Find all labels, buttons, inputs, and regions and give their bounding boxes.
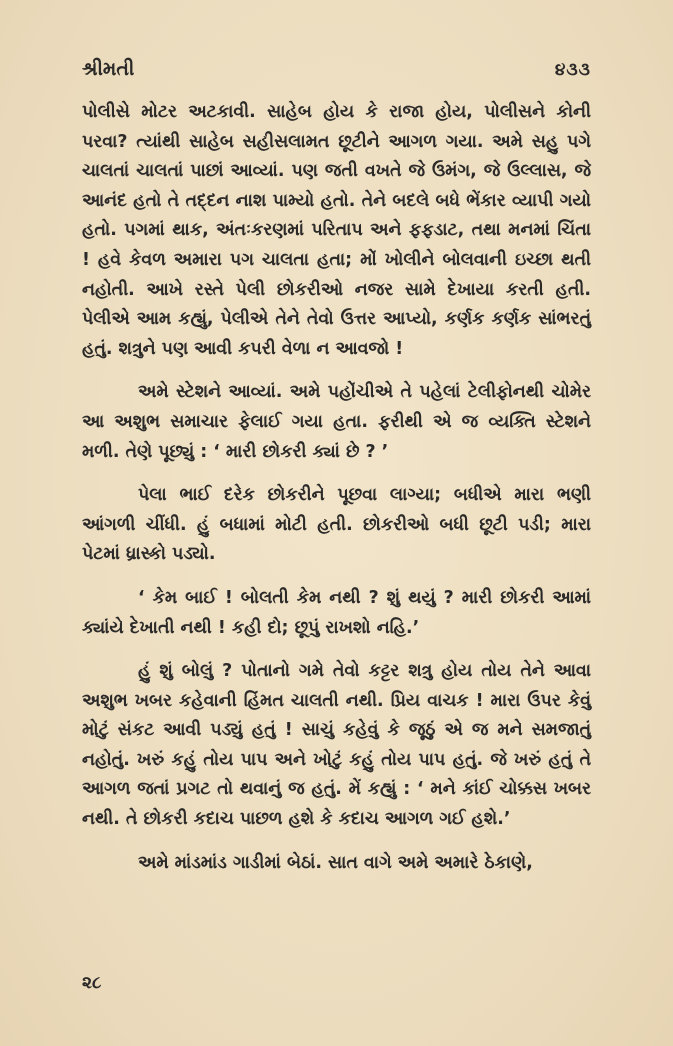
- paragraph: ‘ કેમ બાઈ ! બોલતી કેમ નથી ? શું થયું ? મારી છોકરી આમાં ક્યાંયે દેખાતી નથી ! કહી દો; છૂપું રાખશો નહિ.’: [82, 587, 591, 638]
- paragraph: અમે માંડમાંડ ગાડીમાં બેઠાં. સાત વાગે અમે અમારે ઠેકાણે,: [138, 852, 533, 873]
- signature-mark: ૨૮: [82, 973, 102, 993]
- paragraph: હું શું બોલું ? પોતાનો ગમે તેવો કટ્ટર શત્રુ હોય તોય તેને આવા અશુભ ખબર કહેવાની હિંમત ચાલતી નથી. પ્રિય વાચક ! મારા ઉપર કેવું મોટું સંકટ આવી પડ્યું હતું ! સાચું કહેવું કે જૂઠું એ જ મને સમજાતું નહોતું. ખરું કહું તોય પાપ અને ખોટું કહું તોય પાપ હતું. જે ખરું હતું તે આગળ જતાં પ્રગટ તો થવાનું જ હતું. મેં કહ્યું : ‘ મને કાંઈ ચોક્કસ ખબર નથી. તે છોકરી કદાચ પાછળ હશે કે કદાચ આગળ ગઈ હશે.’: [82, 661, 591, 830]
- running-title: શ્રીમતી: [82, 58, 135, 80]
- page-number: ૪૩૩: [554, 60, 591, 80]
- paragraph: પેલા ભાઈ દરેક છોકરીને પૂછવા લાગ્યા; બધીએ મારા ભણી આંગળી ચીંધી. હું બધામાં મોટી હતી. છોકરીઓ બધી છૂટી પડી; મારા પેટમાં ધ્રાસ્કો પડ્યો.: [82, 485, 591, 565]
- paragraph: પોલીસે મોટર અટકાવી. સાહેબ હોય કે રાજા હોય, પોલીસને કોની પરવા? ત્યાંથી સાહેબ સહીસલામત છૂટીને આગળ ગયા. અમે સહુ પગે ચાલતાં ચાલતાં પાછાં આવ્યાં. પણ જતી વખતે જે ઉમંગ, જે ઉલ્લાસ, જે આનંદ હતો તે તદ્દન નાશ પામ્યો હતો. તેને બદલે બધે ભેંકાર વ્યાપી ગયો હતો. પગમાં થાક, અંતઃકરણમાં પરિતાપ અને ફફડાટ, તથા મનમાં ચિંતા ! હવે કેવળ અમારા પગ ચાલતા હતા; મોં ખોલીને બોલવાની ઇચ્છા થતી નહોતી. આખે રસ્તે પેલી છોકરીઓ નજર સામે દેખાયા કરતી હતી. પેલીએ આમ કહ્યું, પેલીએ તેને તેવો ઉત્તર આપ્યો, કર્ણક કર્ણક સાંભરતું હતું. શત્રુને પણ આવી કપરી વેળા ન આવજો !: [82, 102, 591, 359]
- running-head: [82, 58, 591, 80]
- body-text: [82, 98, 591, 878]
- paragraph: અમે સ્ટેશને આવ્યાં. અમે પહોંચીએ તે પહેલાં ટેલીફોનથી ચોમેર આ અશુભ સમાચાર ફેલાઈ ગયા હતા. ફરીથી એ જ વ્યક્તિ સ્ટેશને મળી. તેણે પૂછ્યું : ‘ મારી છોકરી ક્યાં છે ? ’: [82, 382, 591, 462]
